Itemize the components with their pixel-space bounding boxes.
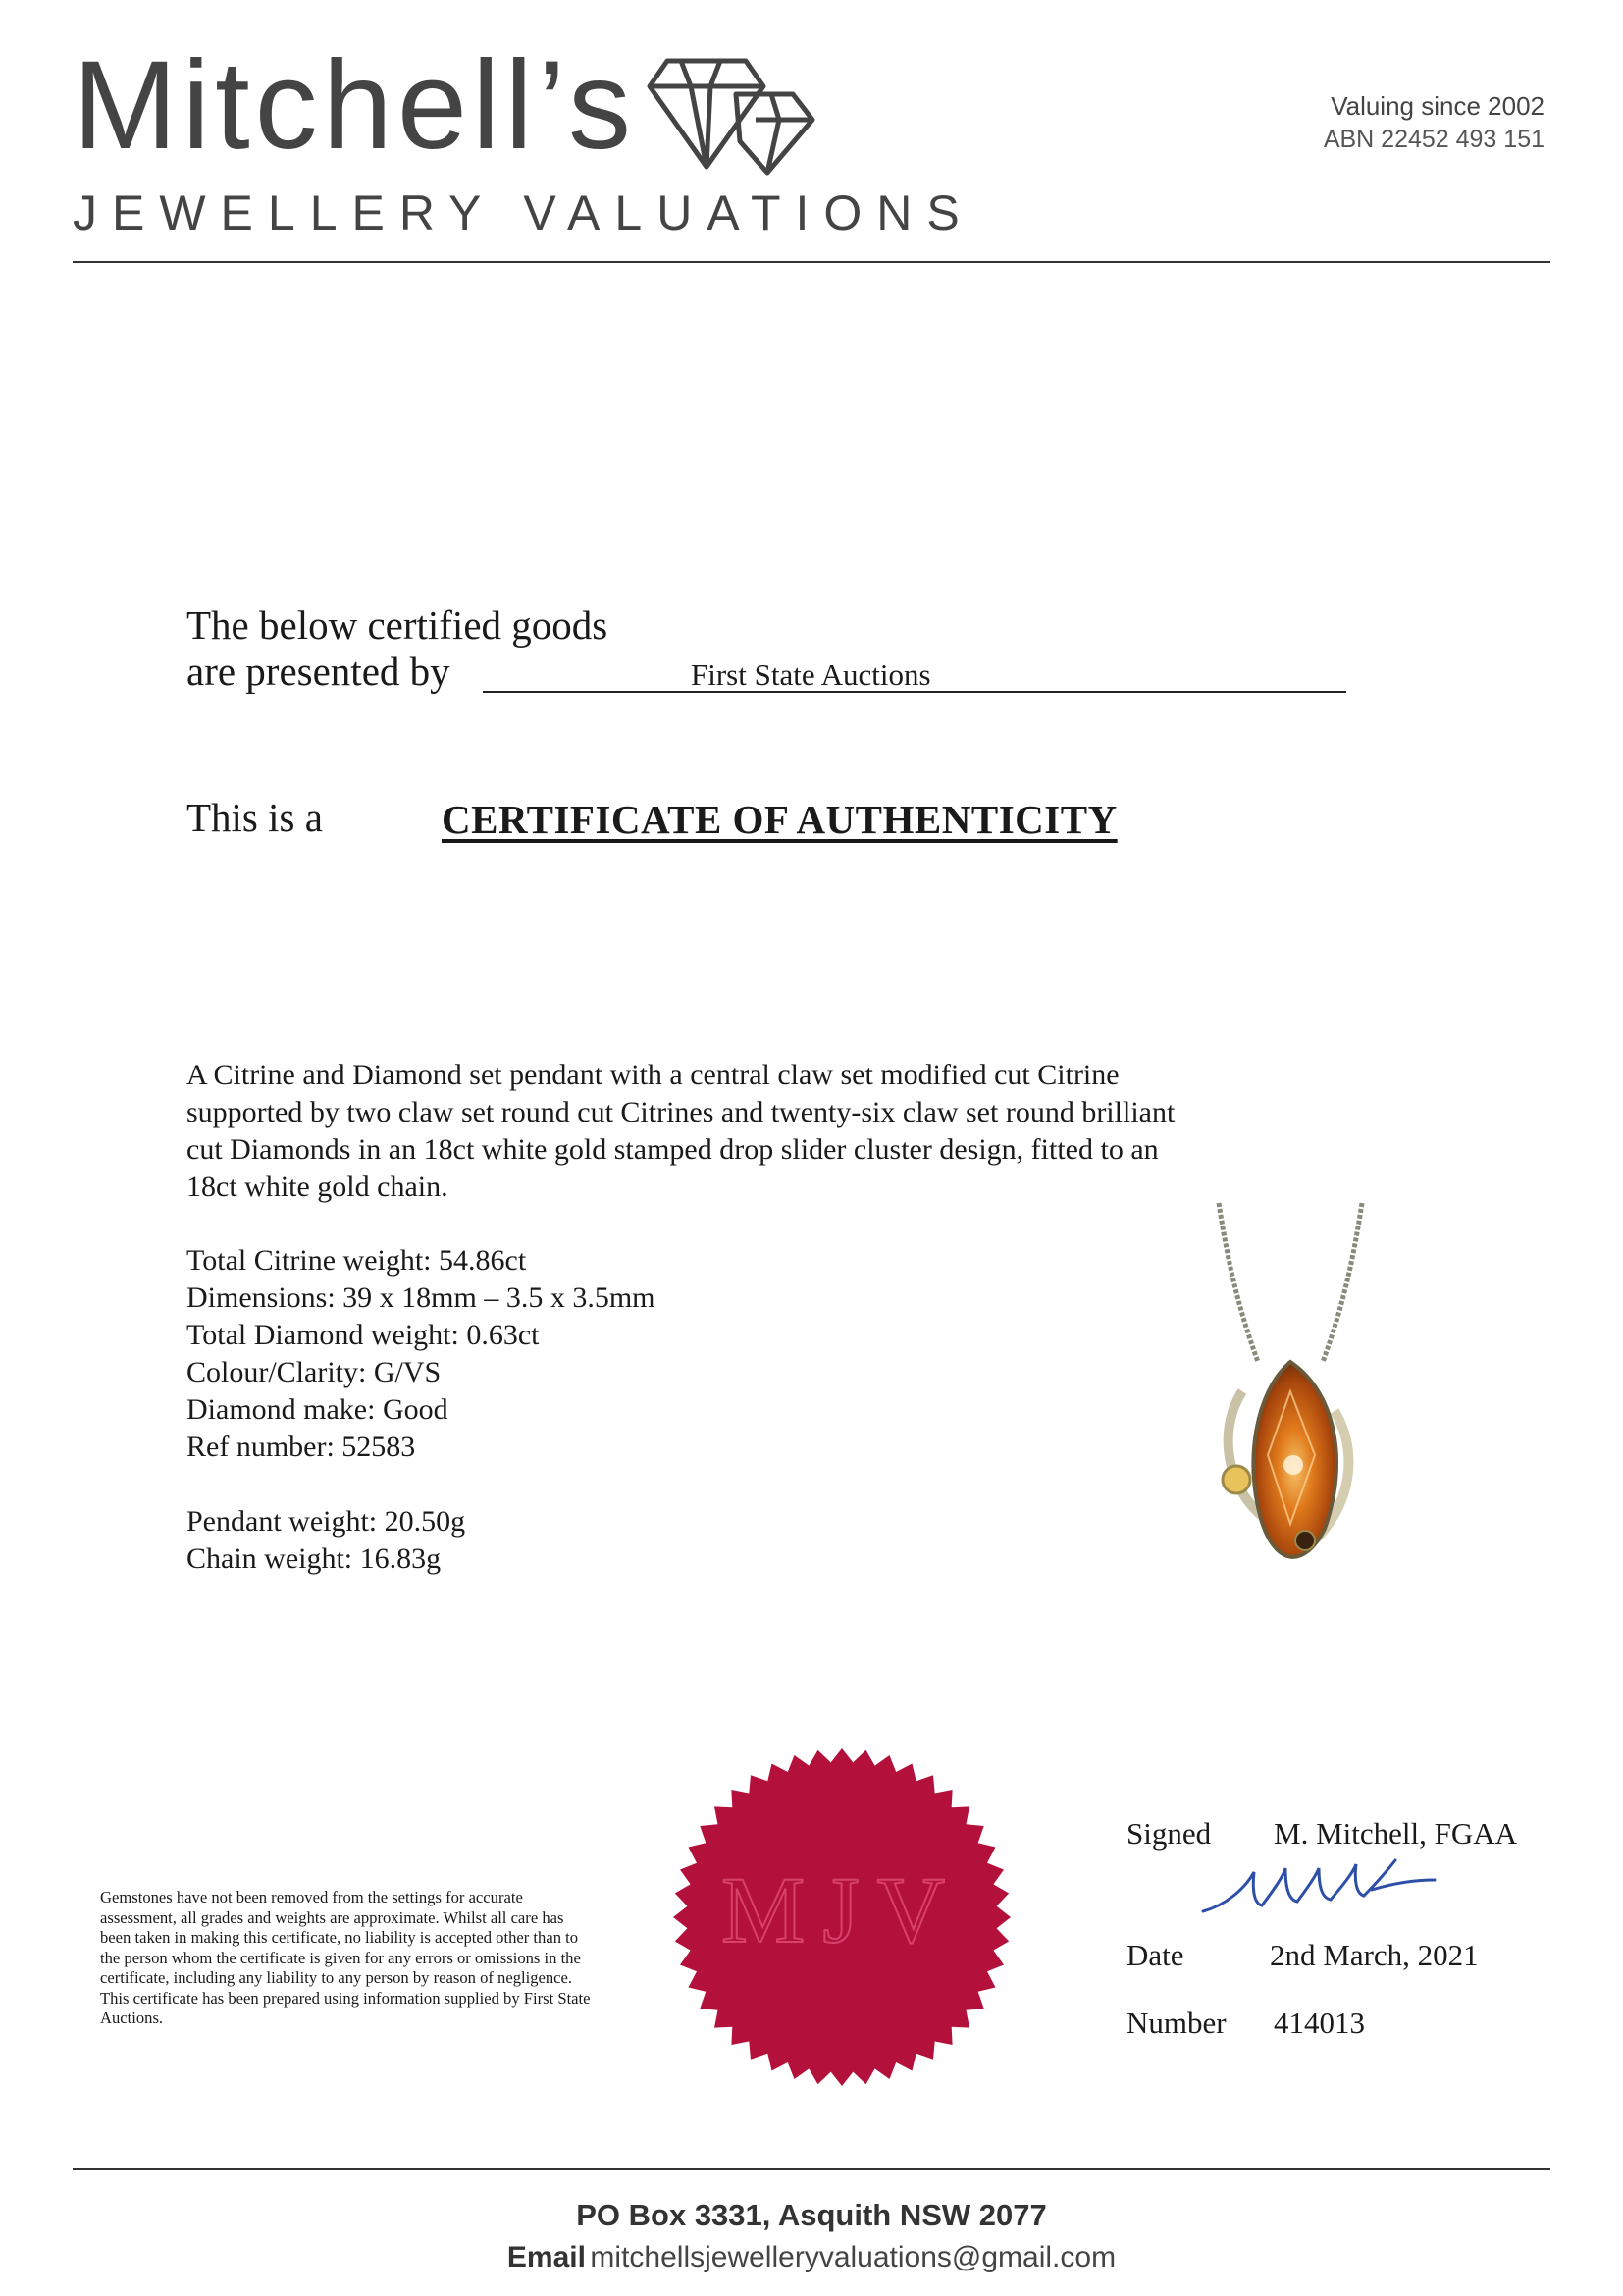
weight-list — [186, 1503, 971, 1578]
footer-divider — [73, 2168, 1550, 2170]
pendant-weight: Pendant weight: 20.50g — [186, 1505, 466, 1538]
spec-diamond-weight: Total Diamond weight: 0.63ct — [186, 1319, 540, 1351]
spec-list — [186, 1242, 971, 1466]
wax-seal-icon — [665, 1741, 1019, 2094]
header-divider — [73, 261, 1550, 263]
postal-address: PO Box 3331, Asquith NSW 2077 — [576, 2198, 1047, 2232]
certificate-prefix: This is a — [186, 795, 323, 840]
seal-emboss: MJV — [720, 1857, 964, 1962]
spec-dimensions: Dimensions: 39 x 18mm – 3.5 x 3.5mm — [186, 1281, 655, 1314]
footer-email — [0, 2241, 1623, 2274]
chain-weight: Chain weight: 16.83g — [186, 1542, 442, 1575]
date-value: 2nd March, 2021 — [1270, 1938, 1479, 1972]
brand-logo-text: Mitchell’s — [73, 35, 636, 176]
email-label: Email — [506, 2241, 586, 2273]
spec-diamond-make: Diamond make: Good — [186, 1393, 448, 1426]
brand-subtitle: JEWELLERY VALUATIONS — [73, 185, 974, 240]
email-address[interactable]: mitchellsjewelleryvaluations@gmail.com — [590, 2241, 1117, 2273]
company-info — [1324, 90, 1544, 155]
signed-name: M. Mitchell, FGAA — [1274, 1816, 1517, 1851]
handwritten-signature — [1195, 1851, 1440, 1929]
certificate-number: 414013 — [1274, 2006, 1365, 2040]
spec-citrine-weight: Total Citrine weight: 54.86ct — [186, 1244, 527, 1277]
certificate-title: CERTIFICATE OF AUTHENTICITY — [442, 797, 1118, 842]
number-label: Number — [1126, 2006, 1227, 2040]
valuing-since: Valuing since 2002 — [1331, 91, 1544, 121]
item-description: A Citrine and Diamond set pendant with a central claw set modified cut Citrine supported by two claw set round cut Citrines and twenty-six claw set round brilliant cut Diamonds in an 18ct white gold stamped drop slider cluster design, fitted to an 18ct white gold chain. — [186, 1059, 1176, 1203]
date-label: Date — [1126, 1938, 1184, 1972]
disclaimer-text: Gemstones have not been removed from the settings for accurate assessment, all grades and weights are approximate. Whilst all care has been taken in making this certificate, no liability is accepted other than to the person whom the certificate is given for any errors or omissions in the certificate, including any liability to any person by reason of negligence. This certificate has been prepared using information supplied by First State Auctions. — [100, 1888, 591, 2027]
presented-by-name: First State Auctions — [691, 657, 931, 692]
footer-address — [0, 2198, 1623, 2233]
pendant-photo — [1207, 1195, 1384, 1583]
spec-colour-clarity: Colour/Clarity: G/VS — [186, 1356, 442, 1388]
abn-number: ABN 22452 493 151 — [1323, 125, 1544, 153]
signed-label: Signed — [1126, 1816, 1212, 1851]
diamond-logo-icon — [646, 51, 822, 179]
presented-line-1: The below certified goods — [186, 602, 608, 648]
spec-ref-number: Ref number: 52583 — [186, 1431, 416, 1463]
presented-line-2: are presented by — [186, 649, 450, 694]
